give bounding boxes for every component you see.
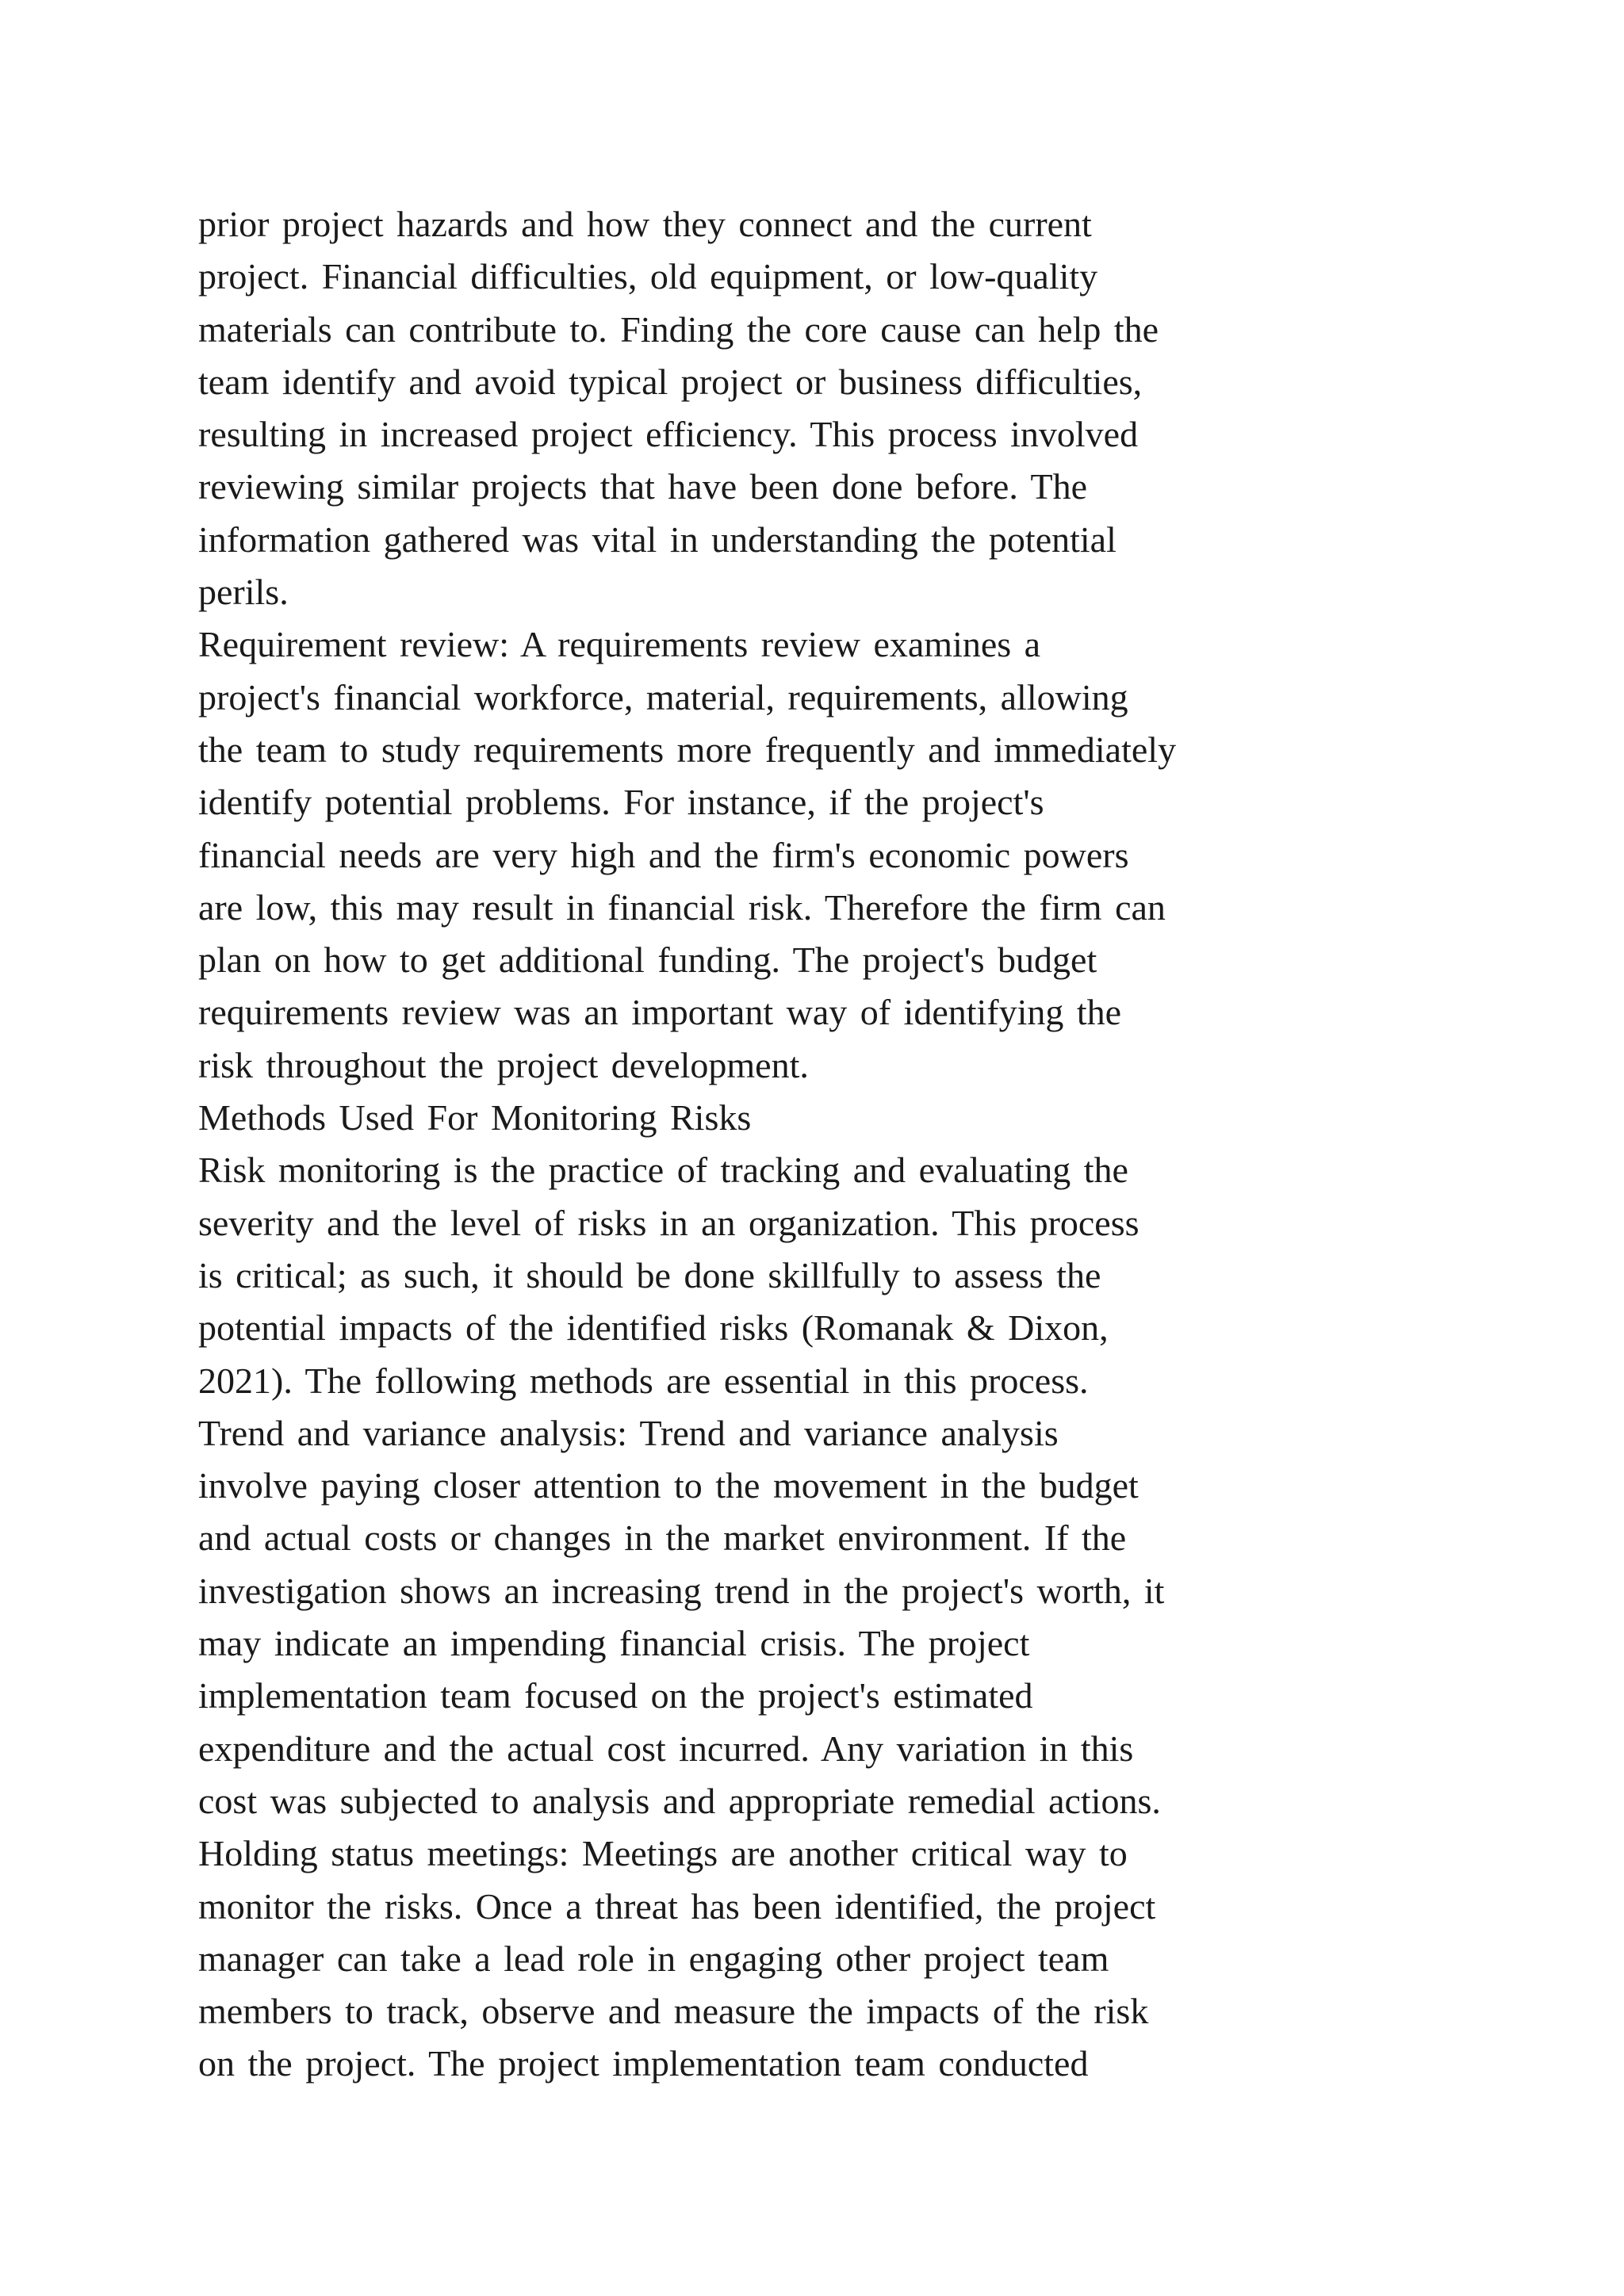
text-line: involve paying closer attention to the movement in the budget	[198, 1465, 1139, 1506]
text-line: Risk monitoring is the practice of tracking and evaluating the	[198, 1150, 1128, 1191]
text-line: perils.	[198, 572, 289, 613]
text-line: on the project. The project implementation team conducted	[198, 2043, 1089, 2084]
text-line: financial needs are very high and the firm's economic powers	[198, 834, 1129, 875]
text-line: may indicate an impending financial crisis. The project	[198, 1623, 1030, 1664]
body-text	[198, 198, 1515, 2091]
text-line: identify potential problems. For instance, if the project's	[198, 782, 1044, 823]
text-line: potential impacts of the identified risks (Romanak & Dixon,	[198, 1307, 1109, 1349]
text-line: is critical; as such, it should be done skillfully to assess the	[198, 1254, 1101, 1295]
text-line: implementation team focused on the project's estimated	[198, 1675, 1033, 1716]
text-line: Holding status meetings: Meetings are another critical way to	[198, 1833, 1128, 1874]
text-line: members to track, observe and measure the impacts of the risk	[198, 1991, 1149, 2032]
text-line: prior project hazards and how they connect and the current	[198, 204, 1092, 244]
text-line: the team to study requirements more frequently and immediately	[198, 729, 1177, 770]
text-line: team identify and avoid typical project or business difficulties,	[198, 361, 1143, 402]
text-line: severity and the level of risks in an organization. This process	[198, 1202, 1139, 1243]
text-line: monitor the risks. Once a threat has been identified, the project	[198, 1885, 1156, 1927]
text-line: 2021). The following methods are essential in this process.	[198, 1360, 1089, 1401]
text-line: investigation shows an increasing trend in the project's worth, it	[198, 1570, 1165, 1611]
text-line: are low, this may result in financial risk. Therefore the firm can	[198, 886, 1166, 928]
text-line: requirements review was an important way of identifying the	[198, 992, 1122, 1033]
text-line: project's financial workforce, material, requirements, allowing	[198, 676, 1128, 718]
section-heading: Methods Used For Monitoring Risks	[198, 1097, 752, 1138]
text-line: and actual costs or changes in the market environment. If the	[198, 1517, 1127, 1559]
text-line: manager can take a lead role in engaging other project team	[198, 1938, 1109, 1979]
text-line: risk throughout the project development.	[198, 1044, 809, 1085]
text-line: plan on how to get additional funding. The project's budget	[198, 939, 1097, 981]
text-line: cost was subjected to analysis and appropriate remedial actions.	[198, 1780, 1161, 1821]
text-line: reviewing similar projects that have been done before. The	[198, 466, 1088, 507]
text-line: project. Financial difficulties, old equipment, or low-quality	[198, 256, 1098, 297]
text-line: materials can contribute to. Finding the core cause can help the	[198, 308, 1159, 350]
text-line: expenditure and the actual cost incurred. Any variation in this	[198, 1728, 1134, 1769]
text-line: Trend and variance analysis: Trend and variance analysis	[198, 1412, 1059, 1453]
text-line: resulting in increased project efficiency. This process involved	[198, 414, 1139, 455]
text-line: information gathered was vital in understanding the potential	[198, 519, 1116, 560]
text-line: Requirement review: A requirements review examines a	[198, 624, 1041, 665]
